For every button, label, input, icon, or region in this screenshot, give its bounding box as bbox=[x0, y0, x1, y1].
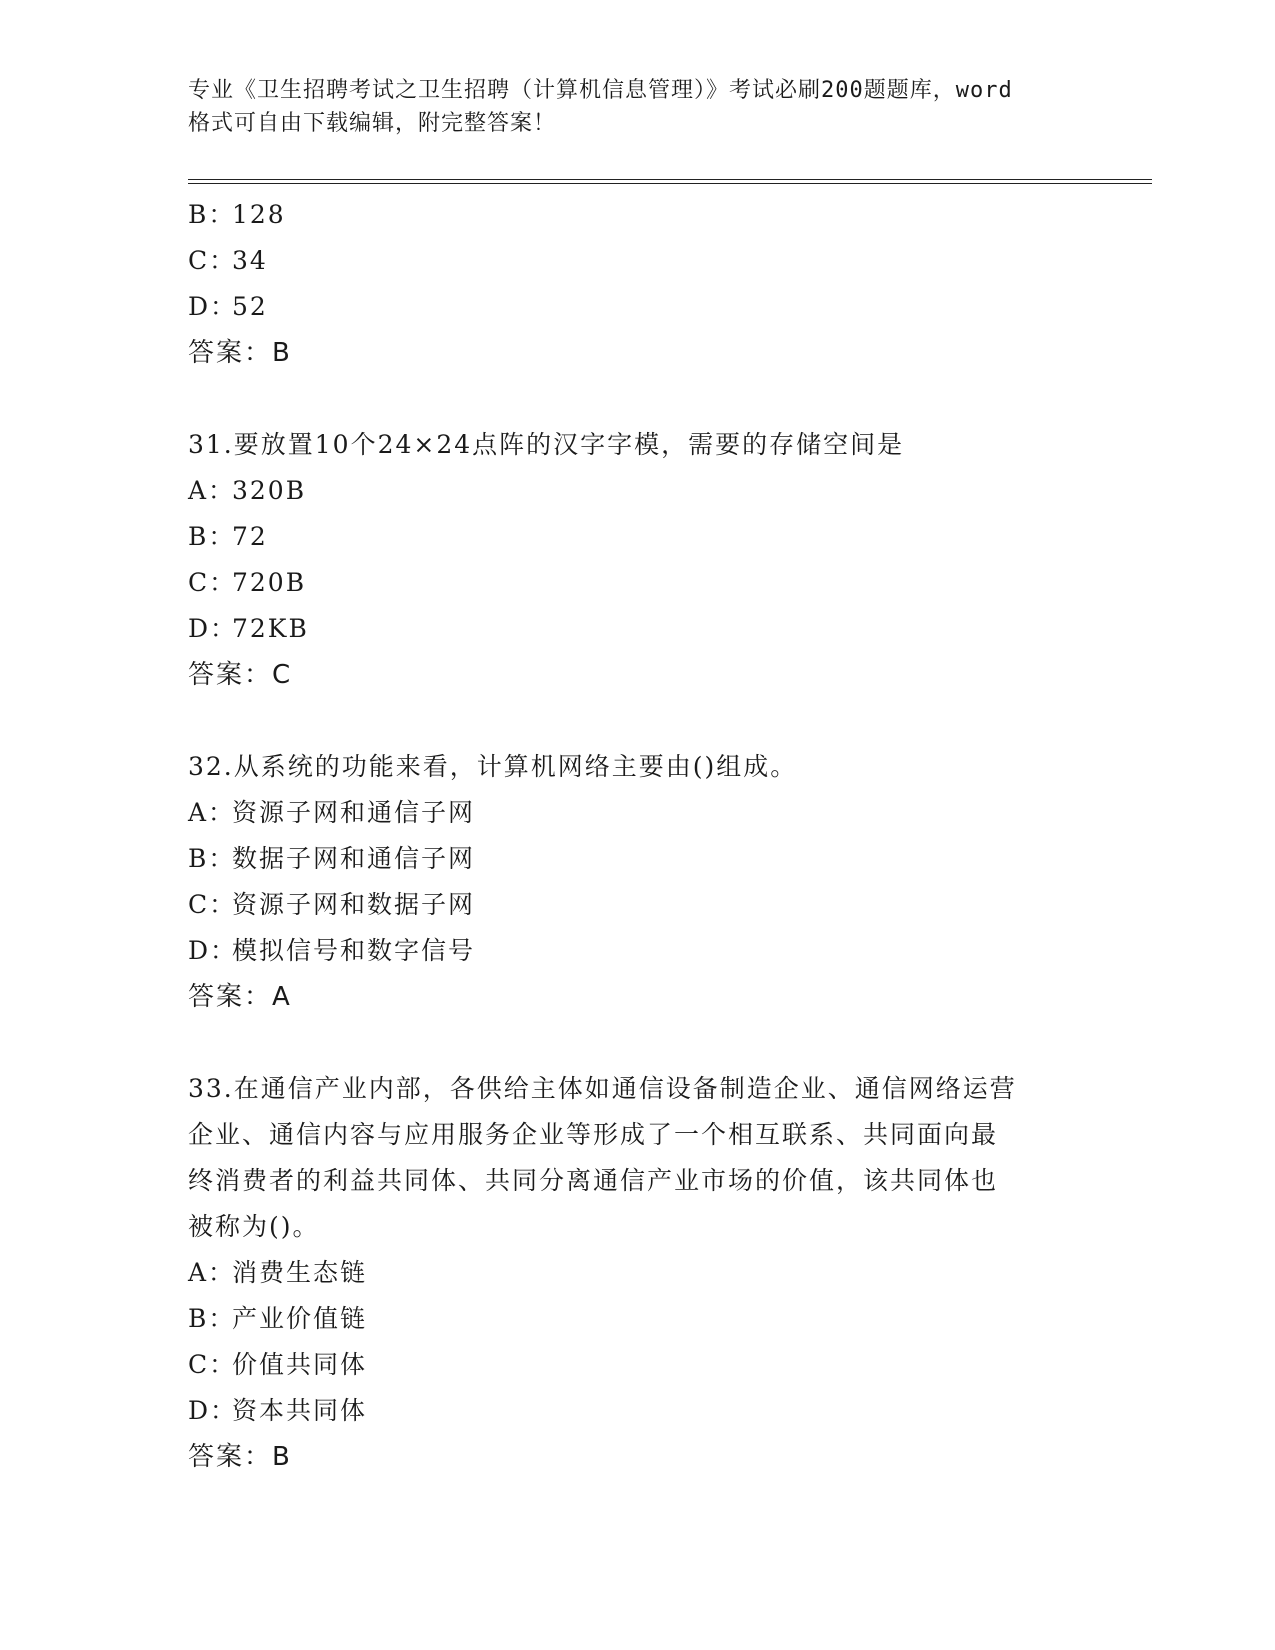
question-31 bbox=[188, 422, 1088, 698]
option-letter: C： bbox=[188, 568, 237, 597]
question-stem: 32.从系统的功能来看，计算机网络主要由()组成。 bbox=[188, 752, 798, 781]
spacer bbox=[188, 698, 1088, 744]
question-stem-line-4: 被称为()。 bbox=[188, 1212, 320, 1241]
option-text: 72KB bbox=[232, 614, 309, 643]
option-letter: C： bbox=[188, 890, 237, 919]
option-b bbox=[188, 192, 1088, 238]
question-30-continuation bbox=[188, 192, 1088, 376]
document-body bbox=[188, 192, 1088, 1480]
option-text: 72 bbox=[232, 522, 268, 551]
option-text: 128 bbox=[232, 200, 286, 229]
answer-line: 答案：A bbox=[188, 982, 292, 1012]
question-stem-line-3: 终消费者的利益共同体、共同分离通信产业市场的价值，该共同体也 bbox=[188, 1166, 999, 1195]
option-text: 模拟信号和数字信号 bbox=[232, 936, 476, 965]
option-d bbox=[188, 928, 1088, 974]
option-c bbox=[188, 882, 1088, 928]
header-divider-bottom bbox=[188, 183, 1152, 184]
option-text: 资源子网和数据子网 bbox=[232, 890, 476, 919]
option-letter: B： bbox=[188, 844, 236, 873]
option-text: 52 bbox=[232, 292, 268, 321]
header-line-1: 专业《卫生招聘考试之卫生招聘（计算机信息管理）》考试必刷200题题库，word bbox=[188, 78, 1013, 103]
option-text: 资本共同体 bbox=[232, 1396, 368, 1425]
answer-line: 答案：B bbox=[188, 1442, 292, 1472]
option-d bbox=[188, 606, 1088, 652]
option-c bbox=[188, 1342, 1088, 1388]
option-text: 720B bbox=[232, 568, 307, 597]
question-33 bbox=[188, 1066, 1088, 1480]
document-header bbox=[188, 74, 1088, 140]
option-d bbox=[188, 1388, 1088, 1434]
option-text: 数据子网和通信子网 bbox=[232, 844, 476, 873]
question-stem: 31.要放置10个24×24点阵的汉字字模，需要的存储空间是 bbox=[188, 430, 905, 459]
answer-line: 答案：B bbox=[188, 338, 292, 368]
header-line-2: 格式可自由下载编辑，附完整答案！ bbox=[188, 111, 557, 136]
option-d bbox=[188, 284, 1088, 330]
answer-line: 答案：C bbox=[188, 660, 293, 690]
option-letter: A： bbox=[188, 1258, 236, 1287]
option-text: 资源子网和通信子网 bbox=[232, 798, 476, 827]
option-letter: A： bbox=[188, 798, 236, 827]
option-a bbox=[188, 1250, 1088, 1296]
question-32 bbox=[188, 744, 1088, 1020]
option-letter: D： bbox=[188, 936, 238, 965]
header-divider-top bbox=[188, 179, 1152, 180]
option-letter: A： bbox=[188, 476, 236, 505]
option-text: 320B bbox=[232, 476, 307, 505]
spacer bbox=[188, 376, 1088, 422]
option-letter: C： bbox=[188, 1350, 237, 1379]
option-letter: D： bbox=[188, 1396, 238, 1425]
option-text: 34 bbox=[232, 246, 268, 275]
option-text: 产业价值链 bbox=[232, 1304, 368, 1333]
option-b bbox=[188, 1296, 1088, 1342]
option-a bbox=[188, 468, 1088, 514]
option-a bbox=[188, 790, 1088, 836]
option-c bbox=[188, 238, 1088, 284]
spacer bbox=[188, 1020, 1088, 1066]
question-stem-line-1: 33.在通信产业内部，各供给主体如通信设备制造企业、通信网络运营 bbox=[188, 1074, 1017, 1103]
option-letter: D： bbox=[188, 292, 238, 321]
option-b bbox=[188, 514, 1088, 560]
option-letter: B： bbox=[188, 1304, 236, 1333]
option-text: 价值共同体 bbox=[232, 1350, 368, 1379]
option-letter: D： bbox=[188, 614, 238, 643]
option-b bbox=[188, 836, 1088, 882]
option-letter: B： bbox=[188, 200, 236, 229]
option-c bbox=[188, 560, 1088, 606]
option-letter: B： bbox=[188, 522, 236, 551]
option-text: 消费生态链 bbox=[232, 1258, 368, 1287]
option-letter: C： bbox=[188, 246, 237, 275]
question-stem-line-2: 企业、通信内容与应用服务企业等形成了一个相互联系、共同面向最 bbox=[188, 1120, 999, 1149]
